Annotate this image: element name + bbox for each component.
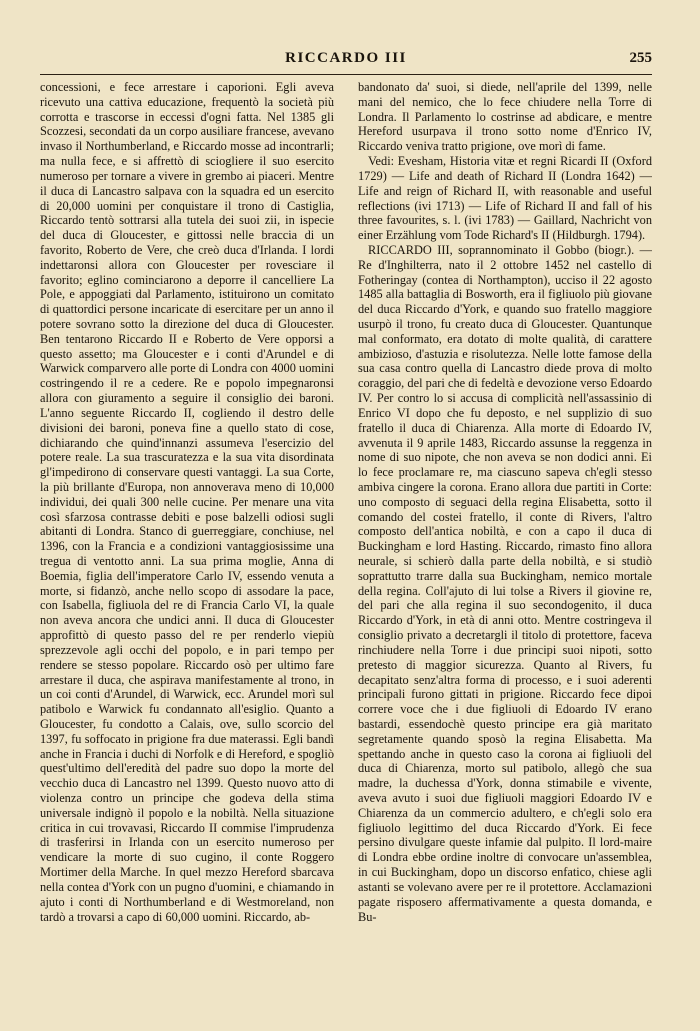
left-column: [40, 80, 334, 1000]
paragraph: bandonato da' suoi, si diede, nell'aprile del 1399, nelle mani del nemico, che lo fece chiudere nella Torre di Londra. Il Parlamento lo costrinse ad abdicare, e mentre Hereford usurpava il trono sotto nome d'Enrico IV, Riccardo veniva tratto prigione, ove morì di fame.: [358, 80, 652, 154]
paragraph: concessioni, e fece arrestare i caporioni. Egli aveva ricevuto una cattiva educazione, frequentò la società più corrotta e trascorse in eccessi d'ogni fatta. Nel 1385 gli Scozzesi, secondati da un corpo ausiliare francese, avevano invaso il Northumberland, e Riccardo mosse ad incontrarli; ma nulla fece, e si affrettò di sciogliere il suo esercito numeroso per tornare a vivere in grembo ai piaceri. Mentre il duca di Lancastro salpava con la squadra ed un esercito di 20,000 uomini per conquistare il trono di Castiglia, Riccardo tentò sottrarsi alla tutela dei suoi zii, in ispecie del duca di Gloucester, e gittossi nelle braccia di un favorito, Roberto de Vere, che creò duca d'Irlanda. I lordi indettaronsi allora con Gloucester per rovesciare il favorito; eglino cominciarono a deporre il cancelliere La Pole, e appoggiati dal Parlamento, istituirono un comitato di quattordici persone incaricate di esercitare per un anno il potere sovrano sotto la direzione del duca di Gloucester. Ben tentarono Riccardo II e Roberto de Vere opporsi a questo assetto; ma Gloucester e i conti d'Arundel e di Warwick comparvero alle porte di Londra con 4000 uomini costringendo il re a cedere. Re e popolo impegnaronsi allora con giuramento a seguire il consiglio dei baroni. L'anno seguente Riccardo II, cogliendo il destro delle divisioni dei baroni, poneva fine a quello stato di cose, dichiarando che quind'innanzi assumeva l'esercizio del potere reale. La sua trascuratezza e la sua vita disordinata gl'impedirono di conservare questi vantaggi. La sua Corte, la più brillante d'Europa, non annoverava meno di 10,000 individui, dei quali 300 nelle cucine. Per menare una vita così sfarzosa contrasse debiti e pose balzelli odiosi sugli abitanti di Londra. Stanco di guerreggiare, conchiuse, nel 1396, con la Francia e a condizioni vantaggiosissime una tregua di ventotto anni. La sua prima moglie, Anna di Boemia, figlia dell'imperatore Carlo IV, essendo venuta a morte, si fidanzò, anche nello scopo di assodare la pace, con Isabella, figliuola del re di Francia Carlo VI, la quale non aveva ancora che undici anni. Il duca di Gloucester approfittò di questo passo del re per renderlo viepiù sprezzevole agli occhi del popolo, e in pari tempo per rendere se stesso popolare. Riccardo osò per ultimo fare arrestare il duca, che aspirava manifestamente al trono, in un coi conti d'Arundel, di Warwick, ecc. Arundel morì sul patibolo e Warwick fu condannato all'esiglio. Quanto a Gloucester, fu condotto a Calais, ove, sullo scorcio del 1397, fu soffocato in prigione fra due materassi. Egli bandì anche in Francia i duchi di Norfolk e di Hereford, e spogliò quest'ultimo dell'eredità del padre suo dopo la morte del vecchio duca di Lancastro nel 1399. Questo nuovo atto di violenza contro un principe che godeva della stima universale indignò il popolo e la nobiltà. Nella situazione critica in cui trovavasi, Riccardo II commise l'imprudenza di trasferirsi in Irlanda con un esercito numeroso per vendicare la morte di suo cugino, il conte Roggero Mortimer della Marche. In quel mezzo Hereford sbarcava nella contea d'York con un pugno d'uomini, e chiamando in ajuto i conti di Northumberland e di Westmoreland, non tardò a trovarsi a capo di 60,000 uomini. Riccardo, ab-: [40, 80, 334, 924]
running-head: RICCARDO III: [285, 50, 407, 66]
right-column: [358, 80, 652, 1000]
paragraph: Vedi: Evesham, Historia vitæ et regni Ricardi II (Oxford 1729) — Life and death of Richard II (Londra 1642) — Life and reign of Richard II, with reasonable and useful reflections (ivi 1713) — Life of Richard II and fall of his three favourites, s. l. (ivi 1783) — Gaillard, Nachricht von einer Erzählung vom Tode Richard's II (Hildburgh. 1794).: [358, 154, 652, 243]
page-number: 255: [629, 50, 652, 66]
paragraph: RICCARDO III, soprannominato il Gobbo (biogr.). — Re d'Inghilterra, nato il 2 ottobre 1452 nel castello di Fotheringay (contea di Northampton), ucciso il 22 agosto 1485 alla battaglia di Bosworth, era il figliuolo più giovane del duca Riccardo d'York, e quando suo fratello maggiore usurpò il trono, fu creato duca di Gloucester. Quantunque mal conformato, era dotato di molte qualità, di carattere ambizioso, d'astuzia e risolutezza. Nelle lotte famose della sua casa contro quella di Lancastro diede prova di molto coraggio, del pari che di fedeltà e devozione verso Edoardo IV. Per contro lo si accusa di complicità nell'assassinio di Enrico VI dopo che fu deposto, e nel supplizio di suo fratello il duca di Chiarenza. Alla morte di Edoardo IV, avvenuta il 9 aprile 1483, Riccardo assunse la reggenza in nome di suo nipote, che non aveva se non dodici anni. Ei lo fece proclamare re, ma ciascuno sapeva ch'egli stesso ambiva cingere la corona. Erano allora due partiti in Corte: uno composto di seguaci della regina Elisabetta, sotto il comando del costei fratello, il conte di Rivers, l'altro composto dell'antica nobiltà, e con a capo il duca di Buckingham e lord Hasting. Riccardo, rimasto fino allora neurale, si schierò dalla parte della nobiltà, e si studiò soprattutto trarre dalla sua Buckingham, nemico mortale della regina. Coll'ajuto di lui tolse a Rivers il giovine re, del pari che alla regina il suo secondogenito, il duca Riccardo d'York, in età di anni otto. Mentre costringeva il consiglio privato a decretargli il titolo di protettore, faceva rinchiudere nella Torre i due principi suoi nipoti, sotto pretesto di maggior sicurezza. Quanto al Rivers, fu decapitato senz'altra forma di processo, e i suoi aderenti principali furono gittati in prigione. Riccardo fece dipoi correre voce che i due figliuoli di Edoardo IV erano bastardi, essendochè questo principe era già maritato segretamente quando sposò la regina Elisabetta. Ma spettando anche in questo caso la corona ai figliuoli del duca di Chiarenza, morto sul patibolo, allegò che sua madre, la duchessa d'York, donna stimabile e vivente, aveva avuto i suoi due figliuoli maggiori Edoardo IV e Chiarenza da un commercio adultero, e ch'egli solo era figliuolo legittimo del duca Riccardo d'York. Ei fece persino divulgare queste infamie dal pulpito. Il lord-maire di Londra ebbe ordine inoltre di convocare un'assemblea, in cui Buckingham, dopo un discorso enfatico, chiese agli astanti se volevano avere per re il protettore. Acclamazioni pagate risposero affermativamente a questa domanda, e Bu-: [358, 242, 652, 924]
page-header: [40, 50, 652, 75]
